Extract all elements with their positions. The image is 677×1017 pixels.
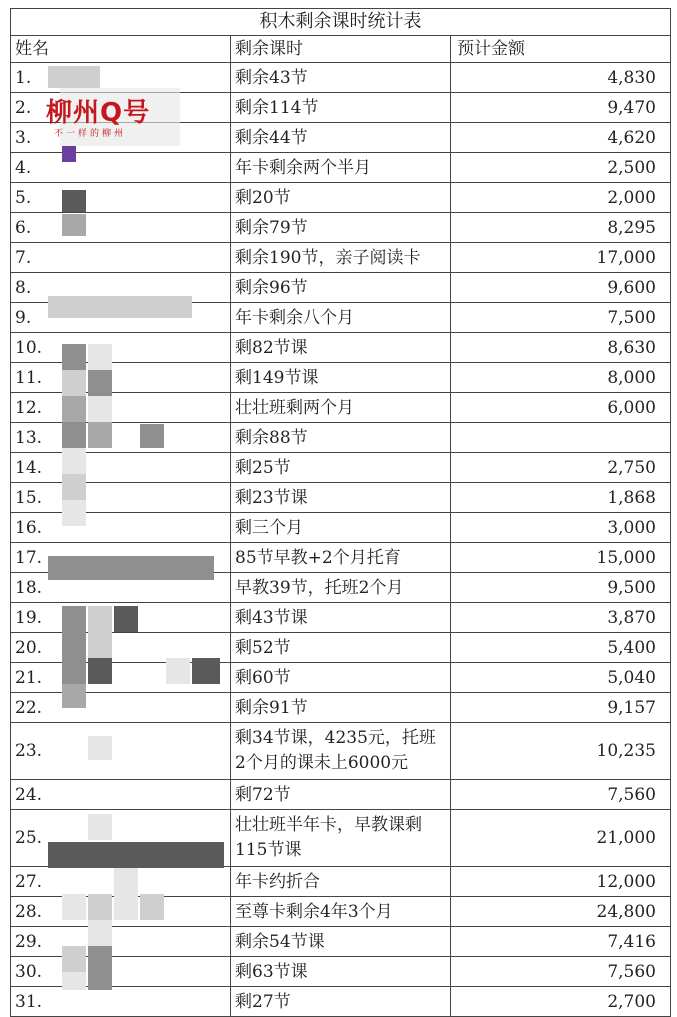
row-num: 22. [11,693,231,723]
row-remaining: 年卡约折合 [231,867,451,897]
row-amount: 7,560 [451,957,671,987]
row-amount: 8,000 [451,363,671,393]
row-remaining: 剩27节 [231,987,451,1017]
watermark-sub: 不一样的柳州 [54,129,127,139]
header-name: 姓名 [11,36,231,63]
row-amount: 10,235 [451,723,671,780]
row-remaining: 剩三个月 [231,513,451,543]
row-amount: 2,500 [451,153,671,183]
row-remaining: 年卡剩余八个月 [231,303,451,333]
row-num: 11. [11,363,231,393]
row-remaining: 剩43节课 [231,603,451,633]
row-remaining: 剩余54节课 [231,927,451,957]
row-remaining: 剩余96节 [231,273,451,303]
row-amount: 17,000 [451,243,671,273]
row-num: 21. [11,663,231,693]
row-amount: 4,830 [451,63,671,93]
row-remaining: 剩52节 [231,633,451,663]
row-amount: 1,868 [451,483,671,513]
row-amount: 15,000 [451,543,671,573]
row-remaining: 壮壮班半年卡，早教课剩115节课 [231,810,451,867]
table-title: 积木剩余课时统计表 [11,9,671,36]
row-amount: 7,416 [451,927,671,957]
row-num: 28. [11,897,231,927]
row-remaining: 剩余91节 [231,693,451,723]
row-remaining: 剩34节课，4235元，托班2个月的课未上6000元 [231,723,451,780]
row-remaining: 剩60节 [231,663,451,693]
row-num: 24. [11,780,231,810]
row-amount: 3,870 [451,603,671,633]
row-remaining: 剩72节 [231,780,451,810]
row-amount: 24,800 [451,897,671,927]
row-num: 7. [11,243,231,273]
row-num: 10. [11,333,231,363]
row-amount: 4,620 [451,123,671,153]
row-amount: 5,040 [451,663,671,693]
row-amount: 6,000 [451,393,671,423]
row-num: 20. [11,633,231,663]
row-amount: 2,750 [451,453,671,483]
row-num: 13. [11,423,231,453]
row-amount: 9,500 [451,573,671,603]
row-amount: 5,400 [451,633,671,663]
row-amount: 9,600 [451,273,671,303]
row-num: 15. [11,483,231,513]
row-num: 29. [11,927,231,957]
row-remaining: 至尊卡剩余4年3个月 [231,897,451,927]
row-remaining: 剩余43节 [231,63,451,93]
row-remaining: 剩余114节 [231,93,451,123]
row-amount: 7,560 [451,780,671,810]
row-num: 3. [11,123,231,153]
row-num: 12. [11,393,231,423]
row-num: 27. [11,867,231,897]
row-num: 1. [11,63,231,93]
row-remaining: 85节早教+2个月托育 [231,543,451,573]
row-remaining: 早教39节，托班2个月 [231,573,451,603]
row-remaining: 剩25节 [231,453,451,483]
row-remaining: 剩23节课 [231,483,451,513]
row-remaining: 剩149节课 [231,363,451,393]
row-amount: 2,700 [451,987,671,1017]
row-remaining: 剩余88节 [231,423,451,453]
row-amount: 9,470 [451,93,671,123]
row-remaining: 剩余79节 [231,213,451,243]
row-amount: 3,000 [451,513,671,543]
row-num: 9. [11,303,231,333]
row-num: 19. [11,603,231,633]
header-amount: 预计金额 [451,36,671,63]
row-remaining: 壮壮班剩两个月 [231,393,451,423]
header-remaining: 剩余课时 [231,36,451,63]
row-remaining: 剩余190节，亲子阅读卡 [231,243,451,273]
row-amount [451,423,671,453]
row-num: 14. [11,453,231,483]
row-amount: 8,630 [451,333,671,363]
row-num: 4. [11,153,231,183]
row-remaining: 剩20节 [231,183,451,213]
row-amount: 2,000 [451,183,671,213]
row-amount: 7,500 [451,303,671,333]
row-amount: 12,000 [451,867,671,897]
row-num: 17. [11,543,231,573]
row-num: 18. [11,573,231,603]
row-amount: 8,295 [451,213,671,243]
row-num: 2. [11,93,231,123]
row-num: 23. [11,723,231,780]
row-num: 31. [11,987,231,1017]
row-remaining: 剩63节课 [231,957,451,987]
row-num: 8. [11,273,231,303]
watermark-main: 柳州Q号 [46,98,151,128]
row-num: 16. [11,513,231,543]
row-num: 30. [11,957,231,987]
row-remaining: 剩82节课 [231,333,451,363]
row-amount: 9,157 [451,693,671,723]
row-amount: 21,000 [451,810,671,867]
row-num: 25. [11,810,231,867]
row-remaining: 年卡剩余两个半月 [231,153,451,183]
row-num: 6. [11,213,231,243]
row-num: 5. [11,183,231,213]
row-remaining: 剩余44节 [231,123,451,153]
watermark-logo [46,82,186,140]
